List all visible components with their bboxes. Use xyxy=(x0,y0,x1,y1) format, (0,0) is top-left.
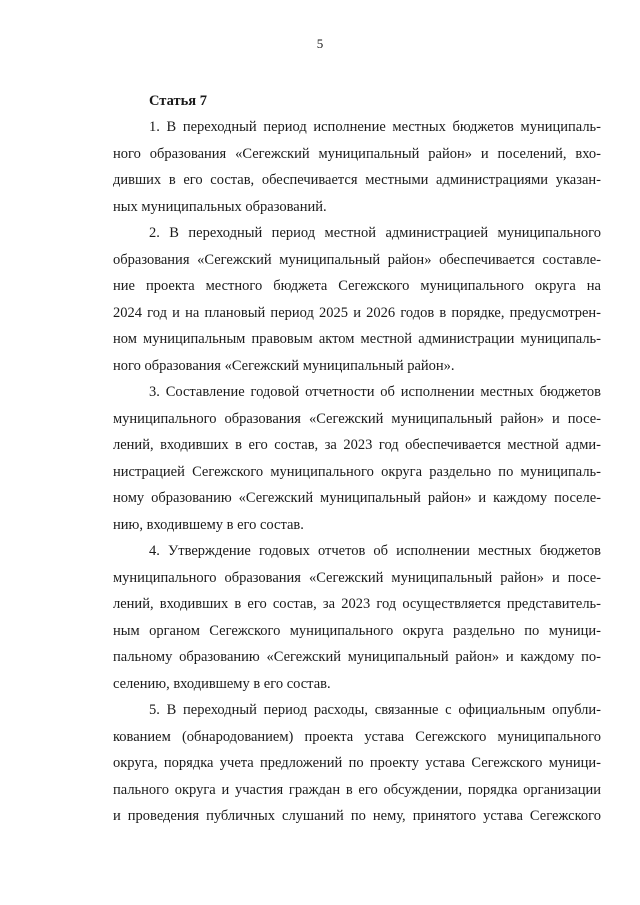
paragraph-line: ного образования «Сегежский муниципальный район» и поселений, вхо- xyxy=(113,145,601,162)
paragraph-line: 5. В переходный период расходы, связанные с официальным опубли- xyxy=(149,702,601,718)
article-paragraphs xyxy=(113,114,601,830)
paragraph-line: селению, входившему в его состав. xyxy=(113,675,331,692)
paragraph-line: округа, порядка учета предложений по проекту устава Сегежского муници- xyxy=(113,755,601,771)
paragraph-line: ному образованию «Сегежский муниципальный район» и каждому поселе- xyxy=(113,490,601,506)
paragraph-line: муниципального образования «Сегежский муниципальный район» и посе- xyxy=(113,569,601,586)
page-number: 5 xyxy=(316,36,324,51)
paragraph-1 xyxy=(113,114,601,220)
paragraph-line: нистрацией Сегежского муниципального округа раздельно по муниципаль- xyxy=(113,463,601,480)
paragraph-line: пальному образованию «Сегежский муниципальный район» и каждому по- xyxy=(113,649,601,665)
paragraph-line: 2. В переходный период местной администрацией муниципального xyxy=(149,225,601,241)
paragraph-line: и проведения публичных слушаний по нему, принятого устава Сегежского xyxy=(113,808,601,824)
paragraph-line: муниципального образования «Сегежский муниципальный район» и посе- xyxy=(113,410,601,427)
paragraph-line: нию, входившему в его состав. xyxy=(113,516,304,533)
article-title: Статья 7 xyxy=(149,93,207,109)
document-body xyxy=(113,88,601,830)
paragraph-line: лений, входивших в его состав, за 2023 год осуществляется представитель- xyxy=(113,596,601,612)
paragraph-line: ном муниципальным правовым актом местной администрации муниципаль- xyxy=(113,331,601,347)
paragraph-2 xyxy=(113,220,601,379)
paragraph-3 xyxy=(113,379,601,538)
paragraph-line: 3. Составление годовой отчетности об исполнении местных бюджетов xyxy=(149,384,601,400)
paragraph-5 xyxy=(113,697,601,830)
paragraph-line: дивших в его состав, обеспечивается местными администрациями указан- xyxy=(113,172,601,188)
paragraph-line: лений, входивших в его состав, за 2023 год обеспечивается местной адми- xyxy=(113,437,601,453)
paragraph-line: образования «Сегежский муниципальный район» обеспечивается составле- xyxy=(113,251,601,268)
paragraph-line: кованием (обнародованием) проекта устава Сегежского муниципального xyxy=(113,728,601,745)
paragraph-line: 2024 год и на плановый период 2025 и 2026 годов в порядке, предусмотрен- xyxy=(113,304,601,321)
paragraph-line: пального округа и участия граждан в его обсуждении, порядка организации xyxy=(113,781,601,798)
paragraph-line: ных муниципальных образований. xyxy=(113,198,327,215)
paragraph-line: ным органом Сегежского муниципального округа раздельно по муници- xyxy=(113,622,601,639)
paragraph-line: ние проекта местного бюджета Сегежского муниципального округа на xyxy=(113,278,601,294)
paragraph-4 xyxy=(113,538,601,697)
paragraph-line: 4. Утверждение годовых отчетов об исполнении местных бюджетов xyxy=(149,543,601,559)
paragraph-line: ного образования «Сегежский муниципальный район». xyxy=(113,357,455,374)
paragraph-line: 1. В переходный период исполнение местных бюджетов муниципаль- xyxy=(149,119,601,135)
